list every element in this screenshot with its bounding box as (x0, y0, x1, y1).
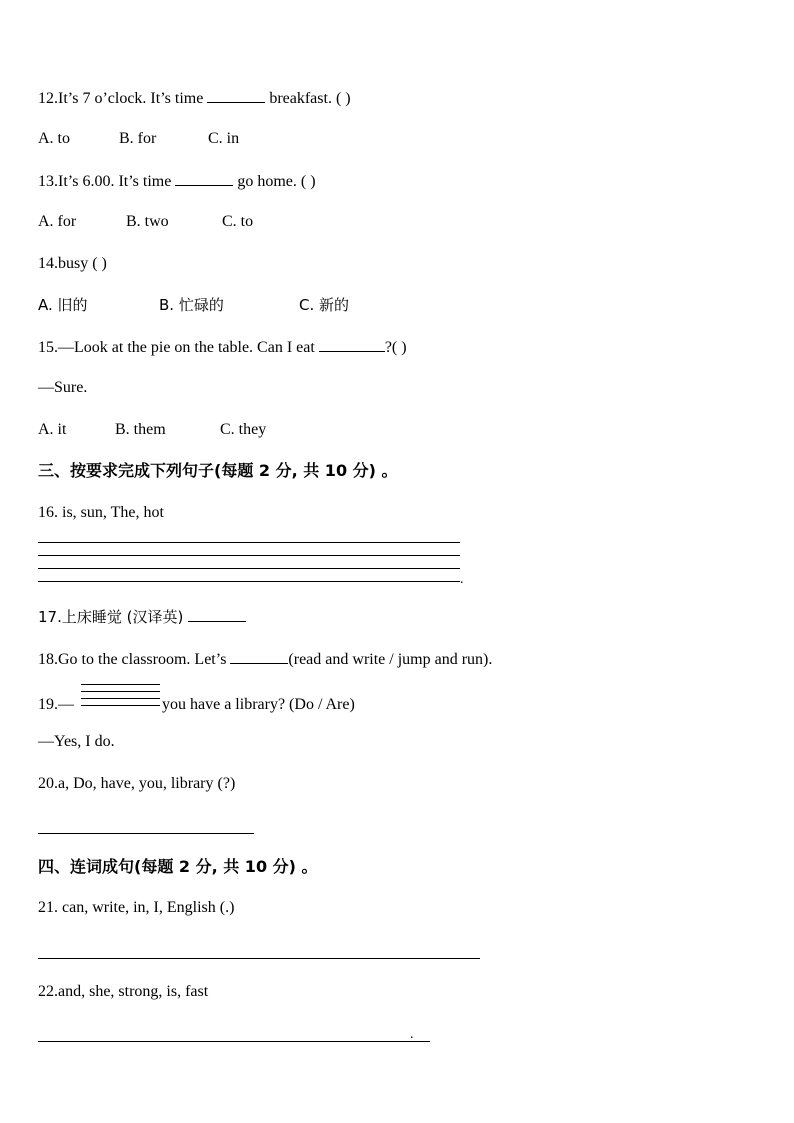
answer-line (81, 684, 160, 685)
section-3-heading: 三、按要求完成下列句子(每题 2 分, 共 10 分) 。 (38, 461, 398, 480)
question-12-option-c[interactable]: C. in (208, 130, 240, 147)
question-14-options (38, 295, 349, 315)
question-18-blank[interactable] (230, 649, 288, 664)
question-14-option-a[interactable]: A. 旧的 (38, 296, 88, 314)
question-16-end-mark: . (460, 572, 464, 587)
question-15-text-before: 15.—Look at the pie on the table. Can I eat (38, 339, 319, 356)
question-13-blank[interactable] (175, 171, 233, 186)
question-15-option-b[interactable]: B. them (115, 421, 166, 438)
question-19-text-after: you have a library? (Do / Are) (162, 696, 355, 713)
question-19-prefix: 19.— (38, 696, 74, 713)
section-4-heading: 四、连词成句(每题 2 分, 共 10 分) 。 (38, 857, 318, 876)
question-15-option-a[interactable]: A. it (38, 421, 67, 438)
question-12-option-b[interactable]: B. for (119, 130, 157, 147)
question-22-end-mark: . (410, 1027, 414, 1042)
question-15 (38, 337, 407, 358)
answer-line (38, 542, 460, 543)
question-14-option-b[interactable]: B. 忙碌的 (159, 296, 224, 314)
question-12-blank[interactable] (207, 88, 265, 103)
question-12 (38, 88, 351, 109)
question-22-answer-line[interactable] (38, 1041, 430, 1042)
question-13-text-after: go home. ( ) (233, 173, 316, 190)
question-15-blank[interactable] (319, 337, 385, 352)
question-20-answer-line[interactable] (38, 833, 254, 834)
question-18-text-after: (read and write / jump and run). (288, 651, 493, 668)
question-13-option-a[interactable]: A. for (38, 213, 77, 230)
answer-line (81, 705, 160, 706)
answer-line (38, 555, 460, 556)
question-17-text: 17.上床睡觉 (汉译英) (38, 608, 189, 626)
question-21: 21. can, write, in, I, English (.) (38, 899, 235, 916)
question-12-option-a[interactable]: A. to (38, 130, 70, 147)
question-13-options (38, 212, 253, 232)
question-13-text-before: 13.It’s 6.00. It’s time (38, 173, 176, 190)
question-13-option-c[interactable]: C. to (222, 213, 254, 230)
answer-line (81, 698, 160, 699)
question-16: 16. is, sun, The, hot (38, 504, 164, 521)
question-13 (38, 171, 316, 192)
answer-line (38, 581, 460, 582)
answer-line (81, 691, 160, 692)
question-15-answer: —Sure. (38, 379, 88, 396)
question-19-answer: —Yes, I do. (38, 733, 115, 750)
question-14: 14.busy ( ) (38, 255, 107, 272)
question-18 (38, 649, 492, 670)
question-12-options (38, 129, 239, 149)
answer-line (38, 568, 460, 569)
question-12-text-after: breakfast. ( ) (265, 90, 351, 107)
question-17 (38, 607, 246, 628)
question-13-option-b[interactable]: B. two (126, 213, 169, 230)
question-22: 22.and, she, strong, is, fast (38, 983, 209, 1000)
question-15-text-after: ?( ) (384, 339, 407, 356)
question-12-text-before: 12.It’s 7 o’clock. It’s time (38, 90, 208, 107)
question-20: 20.a, Do, have, you, library (?) (38, 775, 236, 792)
question-15-option-c[interactable]: C. they (220, 421, 267, 438)
question-21-answer-line[interactable] (38, 958, 480, 959)
question-17-blank[interactable] (188, 607, 246, 622)
question-18-text-before: 18.Go to the classroom. Let’s (38, 651, 231, 668)
question-15-options (38, 420, 266, 440)
question-14-option-c[interactable]: C. 新的 (299, 296, 350, 314)
